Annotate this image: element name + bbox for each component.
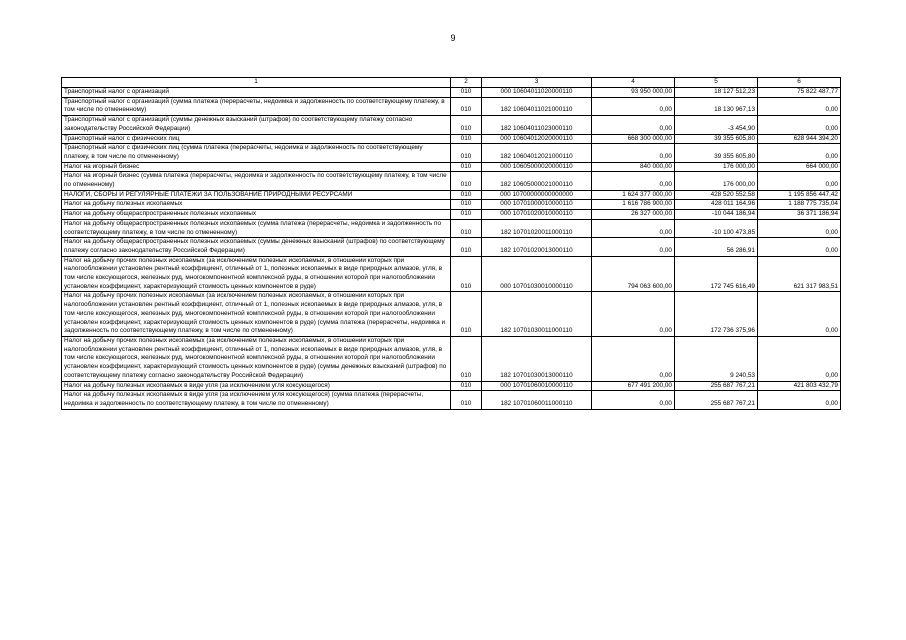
table-row (62, 292, 841, 337)
row-approved-cell: 668 300 000,00 (592, 134, 675, 144)
row-budget-code-cell: 000 10604011020000110 (482, 88, 592, 98)
header-cell: 6 (758, 78, 841, 88)
row-name-cell: Налог на добычу общераспространенных полезных ископаемых (суммы денежных взысканий (штрафов) по соответствующему платежу согласно законодательству Российской Федерации) (62, 238, 451, 256)
report-table (61, 77, 841, 410)
table-row (62, 391, 841, 409)
row-executed-cell: 56 286,91 (675, 238, 758, 256)
header-row (62, 78, 841, 88)
table-row (62, 134, 841, 144)
row-name-cell: Транспортный налог с организаций (сумма платежа (перерасчеты, недоимка и задолженность по соответствующему платежу, в том числе по отмененному) (62, 97, 451, 115)
row-unexecuted-cell: 1 195 856 447,42 (758, 190, 841, 200)
row-approved-cell: 1 616 786 900,00 (592, 200, 675, 210)
row-name-cell: Налог на игорный бизнес (62, 162, 451, 172)
row-name-cell: Транспортный налог с физических лиц (62, 134, 451, 144)
row-budget-code-cell: 182 10701060011000110 (482, 391, 592, 409)
row-name-cell: Налог на добычу прочих полезных ископаемых (за исключением полезных ископаемых, в отношении которых при налогообложении установлен рентный коэффициент, отличный от 1, полезных ископаемых в виде природных алмазов, угля, в том числе коксующегося, железных руд, многокомпонентной комплексной руды, в отношении которой при налогообложении установлен коэффициент, характеризующий стоимость ценных компонентов в руде) (сумма платежа (перерасчеты, недоимка и задолженность по соответствующему платежу, в том числе по отмененному) (62, 292, 451, 337)
row-unexecuted-cell: 75 822 487,77 (758, 88, 841, 98)
row-line-code-cell: 010 (451, 381, 482, 391)
row-approved-cell: 0,00 (592, 172, 675, 190)
row-line-code-cell: 010 (451, 238, 482, 256)
row-line-code-cell: 010 (451, 162, 482, 172)
row-executed-cell: -3 454,90 (675, 116, 758, 134)
row-executed-cell: 255 687 767,21 (675, 391, 758, 409)
row-executed-cell: 172 745 616,49 (675, 256, 758, 292)
row-executed-cell: 9 240,53 (675, 336, 758, 381)
row-executed-cell: 172 736 375,96 (675, 292, 758, 337)
row-executed-cell: 176 000,00 (675, 162, 758, 172)
row-unexecuted-cell: 0,00 (758, 144, 841, 162)
row-line-code-cell: 010 (451, 391, 482, 409)
header-cell: 4 (592, 78, 675, 88)
row-budget-code-cell: 182 10605000021000110 (482, 172, 592, 190)
table-row (62, 88, 841, 98)
row-executed-cell: -10 100 473,85 (675, 219, 758, 237)
table-row (62, 172, 841, 190)
row-budget-code-cell: 000 10605000020000110 (482, 162, 592, 172)
row-line-code-cell: 010 (451, 172, 482, 190)
row-approved-cell: 0,00 (592, 336, 675, 381)
table-row (62, 116, 841, 134)
row-name-cell: Налог на добычу полезных ископаемых в виде угля (за исключением угля коксующегося) (62, 381, 451, 391)
row-budget-code-cell: 000 10701000010000110 (482, 200, 592, 210)
row-name-cell: Налог на добычу прочих полезных ископаемых (за исключением полезных ископаемых, в отношении которых при налогообложении установлен рентный коэффициент, отличный от 1, полезных ископаемых в виде природных алмазов, угля, в том числе коксующегося, железных руд, многокомпонентной комплексной руды, в отношении которой при налогообложении установлен коэффициент, характеризующий стоимость ценных компонентов в руде) (суммы денежных взысканий (штрафов) по соответствующему платежу согласно законодательству Российской Федерации) (62, 336, 451, 381)
table-row (62, 190, 841, 200)
table-row (62, 97, 841, 115)
row-approved-cell: 0,00 (592, 97, 675, 115)
row-unexecuted-cell: 0,00 (758, 172, 841, 190)
row-budget-code-cell: 182 10604011023000110 (482, 116, 592, 134)
row-name-cell: Налог на добычу общераспространенных полезных ископаемых (сумма платежа (перерасчеты, недоимка и задолженность по соответствующему платежу, в том числе по отмененному) (62, 219, 451, 237)
header-cell: 1 (62, 78, 451, 88)
row-name-cell: Налог на добычу полезных ископаемых (62, 200, 451, 210)
row-unexecuted-cell: 0,00 (758, 391, 841, 409)
table-row (62, 256, 841, 292)
row-line-code-cell: 010 (451, 219, 482, 237)
row-unexecuted-cell: 628 944 394,20 (758, 134, 841, 144)
row-approved-cell: 0,00 (592, 238, 675, 256)
row-name-cell: Налог на добычу общераспространенных полезных ископаемых (62, 210, 451, 220)
row-unexecuted-cell: 0,00 (758, 336, 841, 381)
row-line-code-cell: 010 (451, 210, 482, 220)
row-executed-cell: 255 687 767,21 (675, 381, 758, 391)
table-row (62, 219, 841, 237)
table-row (62, 200, 841, 210)
row-approved-cell: 0,00 (592, 219, 675, 237)
row-approved-cell: 1 624 377 000,00 (592, 190, 675, 200)
row-budget-code-cell: 000 10701030010000110 (482, 256, 592, 292)
row-approved-cell: 26 327 000,00 (592, 210, 675, 220)
row-unexecuted-cell: 0,00 (758, 238, 841, 256)
row-unexecuted-cell: 0,00 (758, 116, 841, 134)
row-approved-cell: 794 063 600,00 (592, 256, 675, 292)
row-budget-code-cell: 182 10701030013000110 (482, 336, 592, 381)
row-budget-code-cell: 182 10701020013000110 (482, 238, 592, 256)
row-approved-cell: 0,00 (592, 116, 675, 134)
header-cell: 3 (482, 78, 592, 88)
row-unexecuted-cell: 621 317 983,51 (758, 256, 841, 292)
row-executed-cell: 428 520 552,58 (675, 190, 758, 200)
row-approved-cell: 0,00 (592, 292, 675, 337)
row-executed-cell: -10 044 186,94 (675, 210, 758, 220)
row-line-code-cell: 010 (451, 200, 482, 210)
row-executed-cell: 428 011 164,96 (675, 200, 758, 210)
row-line-code-cell: 010 (451, 292, 482, 337)
row-name-cell: Транспортный налог с организаций (62, 88, 451, 98)
page-number: 9 (450, 33, 456, 43)
row-budget-code-cell: 182 10701030011000110 (482, 292, 592, 337)
table-row (62, 210, 841, 220)
row-budget-code-cell: 000 10701060010000110 (482, 381, 592, 391)
table-row (62, 144, 841, 162)
row-name-cell: Налог на добычу прочих полезных ископаемых (за исключением полезных ископаемых, в отношении которых при налогообложении установлен рентный коэффициент, отличный от 1, полезных ископаемых в виде природных алмазов, угля, в том числе коксующегося, железных руд, многокомпонентной комплексной руды, в отношении которой при налогообложении установлен коэффициент, характеризующий стоимость ценных компонентов в руде) (62, 256, 451, 292)
row-line-code-cell: 010 (451, 190, 482, 200)
row-budget-code-cell: 182 10701020011000110 (482, 219, 592, 237)
row-budget-code-cell: 000 10701020010000110 (482, 210, 592, 220)
row-name-cell: Транспортный налог с физических лиц (сумма платежа (перерасчеты, недоимка и задолженность по соответствующему платежу, в том числе по отмененному) (62, 144, 451, 162)
row-name-cell: Транспортный налог с организаций (суммы денежных взысканий (штрафов) по соответствующему платежу согласно законодательству Российской Федерации) (62, 116, 451, 134)
row-budget-code-cell: 000 10604012020000110 (482, 134, 592, 144)
row-budget-code-cell: 182 10604012021000110 (482, 144, 592, 162)
row-unexecuted-cell: 36 371 186,94 (758, 210, 841, 220)
row-unexecuted-cell: 421 803 432,79 (758, 381, 841, 391)
row-approved-cell: 0,00 (592, 144, 675, 162)
table-row (62, 336, 841, 381)
row-executed-cell: 18 127 512,23 (675, 88, 758, 98)
row-name-cell: Налог на добычу полезных ископаемых в виде угля (за исключением угля коксующегося) (сумма платежа (перерасчеты, недоимка и задолженность по соответствующему платежу, в том числе по отмененному) (62, 391, 451, 409)
row-unexecuted-cell: 0,00 (758, 292, 841, 337)
table-row (62, 162, 841, 172)
row-line-code-cell: 010 (451, 116, 482, 134)
row-line-code-cell: 010 (451, 88, 482, 98)
table-row (62, 381, 841, 391)
row-unexecuted-cell: 0,00 (758, 219, 841, 237)
row-line-code-cell: 010 (451, 134, 482, 144)
table-row (62, 238, 841, 256)
row-line-code-cell: 010 (451, 336, 482, 381)
row-unexecuted-cell: 1 188 775 735,04 (758, 200, 841, 210)
row-line-code-cell: 010 (451, 97, 482, 115)
row-executed-cell: 39 355 605,80 (675, 134, 758, 144)
row-line-code-cell: 010 (451, 256, 482, 292)
row-executed-cell: 176 000,00 (675, 172, 758, 190)
row-line-code-cell: 010 (451, 144, 482, 162)
row-unexecuted-cell: 664 000,00 (758, 162, 841, 172)
row-budget-code-cell: 000 10700000000000000 (482, 190, 592, 200)
row-executed-cell: 39 355 605,80 (675, 144, 758, 162)
row-name-cell: НАЛОГИ, СБОРЫ И РЕГУЛЯРНЫЕ ПЛАТЕЖИ ЗА ПОЛЬЗОВАНИЕ ПРИРОДНЫМИ РЕСУРСАМИ (62, 190, 451, 200)
row-name-cell: Налог на игорный бизнес (сумма платежа (перерасчеты, недоимка и задолженность по соответствующему платежу, в том числе по отмененному) (62, 172, 451, 190)
header-cell: 2 (451, 78, 482, 88)
row-budget-code-cell: 182 10604011021000110 (482, 97, 592, 115)
row-approved-cell: 840 000,00 (592, 162, 675, 172)
row-approved-cell: 0,00 (592, 391, 675, 409)
row-unexecuted-cell: 0,00 (758, 97, 841, 115)
row-approved-cell: 677 491 200,00 (592, 381, 675, 391)
header-cell: 5 (675, 78, 758, 88)
row-executed-cell: 18 130 967,13 (675, 97, 758, 115)
row-approved-cell: 93 950 000,00 (592, 88, 675, 98)
